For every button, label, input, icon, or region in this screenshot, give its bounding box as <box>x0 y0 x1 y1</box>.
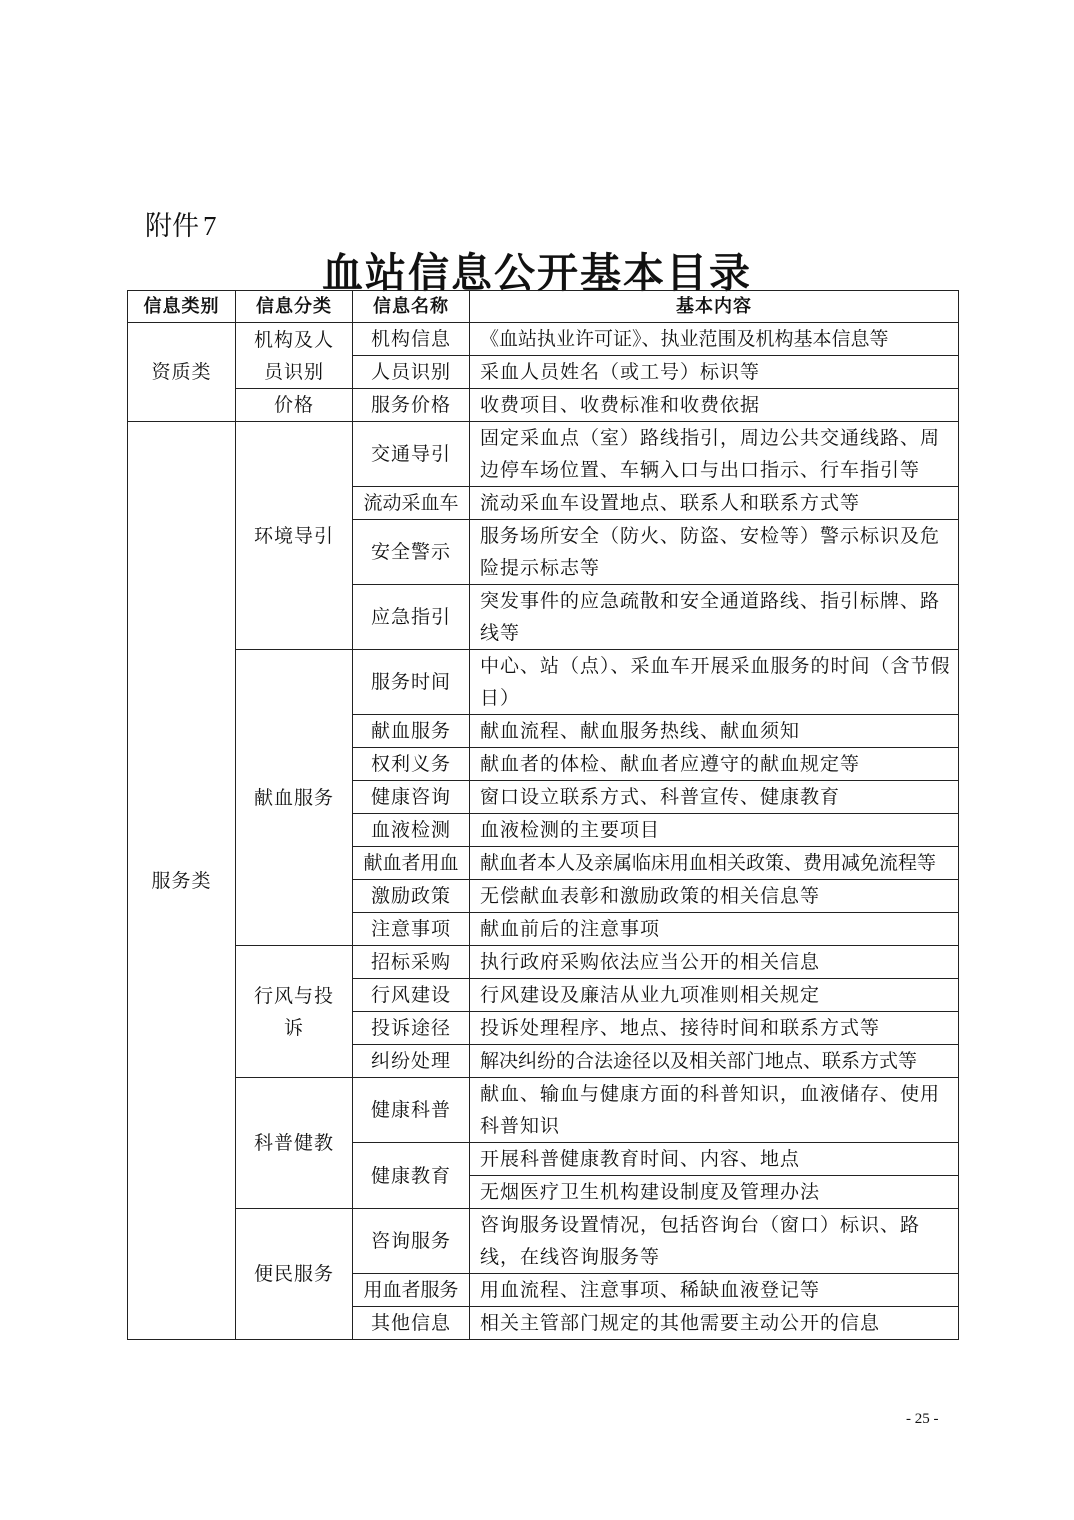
name-cell: 权利义务 <box>353 748 470 781</box>
name-cell: 健康教育 <box>353 1143 470 1209</box>
table-row <box>128 422 959 487</box>
name-cell: 健康咨询 <box>353 781 470 814</box>
header-category: 信息类别 <box>128 291 236 323</box>
header-subcategory: 信息分类 <box>236 291 353 323</box>
name-cell: 安全警示 <box>353 520 470 585</box>
header-content: 基本内容 <box>470 291 959 323</box>
name-cell: 用血者服务 <box>353 1274 470 1307</box>
table-row <box>128 323 959 356</box>
subcategory-cell: 价格 <box>236 389 353 422</box>
content-cell: 收费项目、收费标准和收费依据 <box>470 389 959 422</box>
content-cell: 服务场所安全（防火、防盗、安检等）警示标识及危险提示标志等 <box>470 520 959 585</box>
content-cell: 中心、站（点）、采血车开展采血服务的时间（含节假日） <box>470 650 959 715</box>
name-cell: 投诉途径 <box>353 1012 470 1045</box>
content-cell: 献血者本人及亲属临床用血相关政策、费用减免流程等 <box>470 847 959 880</box>
category-cell: 资质类 <box>128 323 236 422</box>
table-row <box>128 1078 959 1143</box>
name-cell: 注意事项 <box>353 913 470 946</box>
name-cell: 激励政策 <box>353 880 470 913</box>
attachment-label-text: 附件 <box>145 211 199 242</box>
name-cell: 其他信息 <box>353 1307 470 1340</box>
disclosure-table <box>127 290 959 1340</box>
content-cell: 突发事件的应急疏散和安全通道路线、指引标牌、路线等 <box>470 585 959 650</box>
content-cell: 献血者的体检、献血者应遵守的献血规定等 <box>470 748 959 781</box>
content-cell: 行风建设及廉洁从业九项准则相关规定 <box>470 979 959 1012</box>
name-cell: 纠纷处理 <box>353 1045 470 1078</box>
content-cell: 投诉处理程序、地点、接待时间和联系方式等 <box>470 1012 959 1045</box>
subcategory-cell: 科普健教 <box>236 1078 353 1209</box>
subcategory-cell: 便民服务 <box>236 1209 353 1340</box>
category-cell: 服务类 <box>128 422 236 1340</box>
content-cell: 流动采血车设置地点、联系人和联系方式等 <box>470 487 959 520</box>
table-row <box>128 1209 959 1274</box>
content-cell: 无烟医疗卫生机构建设制度及管理办法 <box>470 1176 959 1209</box>
subcategory-cell: 环境导引 <box>236 422 353 650</box>
table-row <box>128 946 959 979</box>
content-cell: 无偿献血表彰和激励政策的相关信息等 <box>470 880 959 913</box>
name-cell: 血液检测 <box>353 814 470 847</box>
table-header-row <box>128 291 959 323</box>
table-row <box>128 389 959 422</box>
content-cell: 《血站执业许可证》、执业范围及机构基本信息等 <box>470 323 959 356</box>
page-number: - 25 - <box>906 1411 939 1427</box>
content-cell: 执行政府采购依法应当公开的相关信息 <box>470 946 959 979</box>
attachment-number: 7 <box>203 211 217 241</box>
header-name: 信息名称 <box>353 291 470 323</box>
name-cell: 服务价格 <box>353 389 470 422</box>
content-cell: 相关主管部门规定的其他需要主动公开的信息 <box>470 1307 959 1340</box>
content-cell: 咨询服务设置情况，包括咨询台（窗口）标识、路线，在线咨询服务等 <box>470 1209 959 1274</box>
name-cell: 应急指引 <box>353 585 470 650</box>
content-cell: 献血流程、献血服务热线、献血须知 <box>470 715 959 748</box>
content-cell: 窗口设立联系方式、科普宣传、健康教育 <box>470 781 959 814</box>
name-cell: 交通导引 <box>353 422 470 487</box>
content-cell: 固定采血点（室）路线指引，周边公共交通线路、周边停车场位置、车辆入口与出口指示、行车指引等 <box>470 422 959 487</box>
subcategory-cell: 机构及人员识别 <box>236 323 353 389</box>
content-cell: 开展科普健康教育时间、内容、地点 <box>470 1143 959 1176</box>
content-cell: 血液检测的主要项目 <box>470 814 959 847</box>
name-cell: 献血服务 <box>353 715 470 748</box>
name-cell: 行风建设 <box>353 979 470 1012</box>
name-cell: 人员识别 <box>353 356 470 389</box>
content-cell: 采血人员姓名（或工号）标识等 <box>470 356 959 389</box>
content-cell: 献血、输血与健康方面的科普知识，血液储存、使用科普知识 <box>470 1078 959 1143</box>
name-cell: 健康科普 <box>353 1078 470 1143</box>
name-cell: 招标采购 <box>353 946 470 979</box>
content-cell: 用血流程、注意事项、稀缺血液登记等 <box>470 1274 959 1307</box>
name-cell: 服务时间 <box>353 650 470 715</box>
name-cell: 咨询服务 <box>353 1209 470 1274</box>
content-cell: 解决纠纷的合法途径以及相关部门地点、联系方式等 <box>470 1045 959 1078</box>
subcategory-cell: 献血服务 <box>236 650 353 946</box>
attachment-label <box>145 204 217 243</box>
name-cell: 机构信息 <box>353 323 470 356</box>
subcategory-cell: 行风与投诉 <box>236 946 353 1078</box>
table-row <box>128 650 959 715</box>
content-cell: 献血前后的注意事项 <box>470 913 959 946</box>
name-cell: 献血者用血 <box>353 847 470 880</box>
name-cell: 流动采血车 <box>353 487 470 520</box>
page-title: 血站信息公开基本目录 <box>322 249 752 297</box>
